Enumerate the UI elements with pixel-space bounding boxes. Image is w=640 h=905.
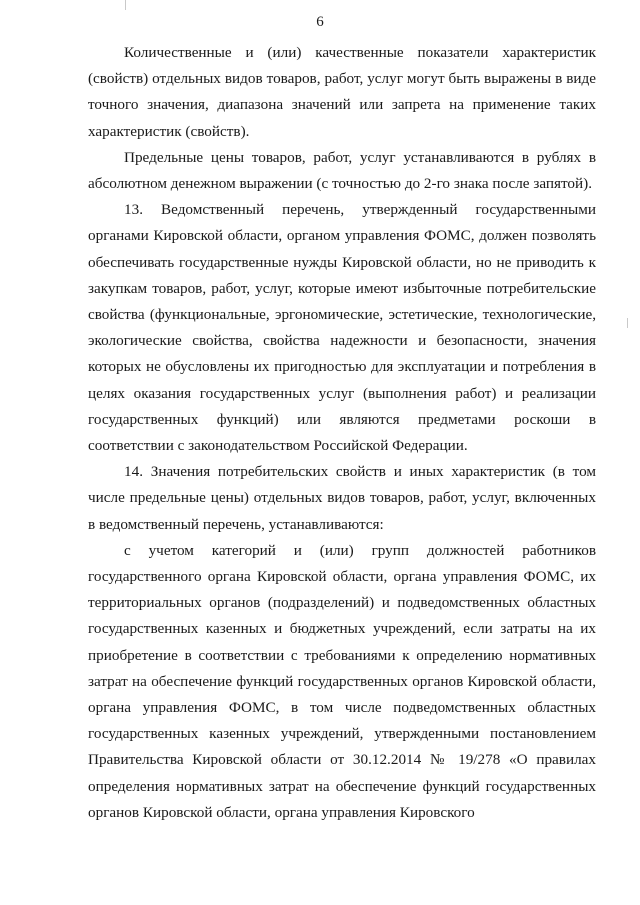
paragraph-price-limits: Предельные цены товаров, работ, услуг устанавливаются в рублях в абсолютном денежном выражении (с точностью до 2-го знака после запятой). xyxy=(88,148,596,193)
paragraph-13: 13. Ведомственный перечень, утвержденный государственными органами Кировской области, органом управления ФОМС, должен позволять обеспечивать государственные нужды Кировской области, но не приводить к закупкам товаров, работ, услуг, которые имеют избыточные потребительские свойства (функциональные, эргономические, эстетические, технологические, экологические свойства, свойства надежности и безопасности, значения которых не обусловлены их пригодностью для эксплуатации и потребления в целях оказания государственных услуг (выполнения работ) и реализации государственных функций) или являются предметами роскоши в соответствии с законодательством Российской Федерации. xyxy=(88,201,596,455)
scan-artifact-mark xyxy=(627,318,628,328)
document-body xyxy=(88,40,596,826)
page-number: 6 xyxy=(316,14,324,30)
scan-artifact-mark xyxy=(125,0,126,10)
paragraph-characteristics: Количественные и (или) качественные показатели характеристик (свойств) отдельных видов товаров, работ, услуг могут быть выражены в виде точного значения, диапазона значений или запрета на применение таких характеристик (свойств). xyxy=(88,44,596,140)
paragraph-14: 14. Значения потребительских свойств и иных характеристик (в том числе предельные цены) отдельных видов товаров, работ, услуг, включенных в ведомственный перечень, устанавливаются: xyxy=(88,463,596,533)
paragraph-14-clause: с учетом категорий и (или) групп должностей работников государственного органа Кировской области, органа управления ФОМС, их территориальных органов (подразделений) и подведомственных областных государственных казенных и бюджетных учреждений, если затраты на их приобретение в соответствии с требованиями к определению нормативных затрат на обеспечение функций государственных органов Кировской области, органа управления ФОМС, в том числе подведомственных областных государственных казенных учреждений, утвержденными постановлением Правительства Кировской области от 30.12.2014 № 19/278 «О правилах определения нормативных затрат на обеспечение функций государственных органов Кировской области, органа управления Кировского xyxy=(88,541,596,821)
